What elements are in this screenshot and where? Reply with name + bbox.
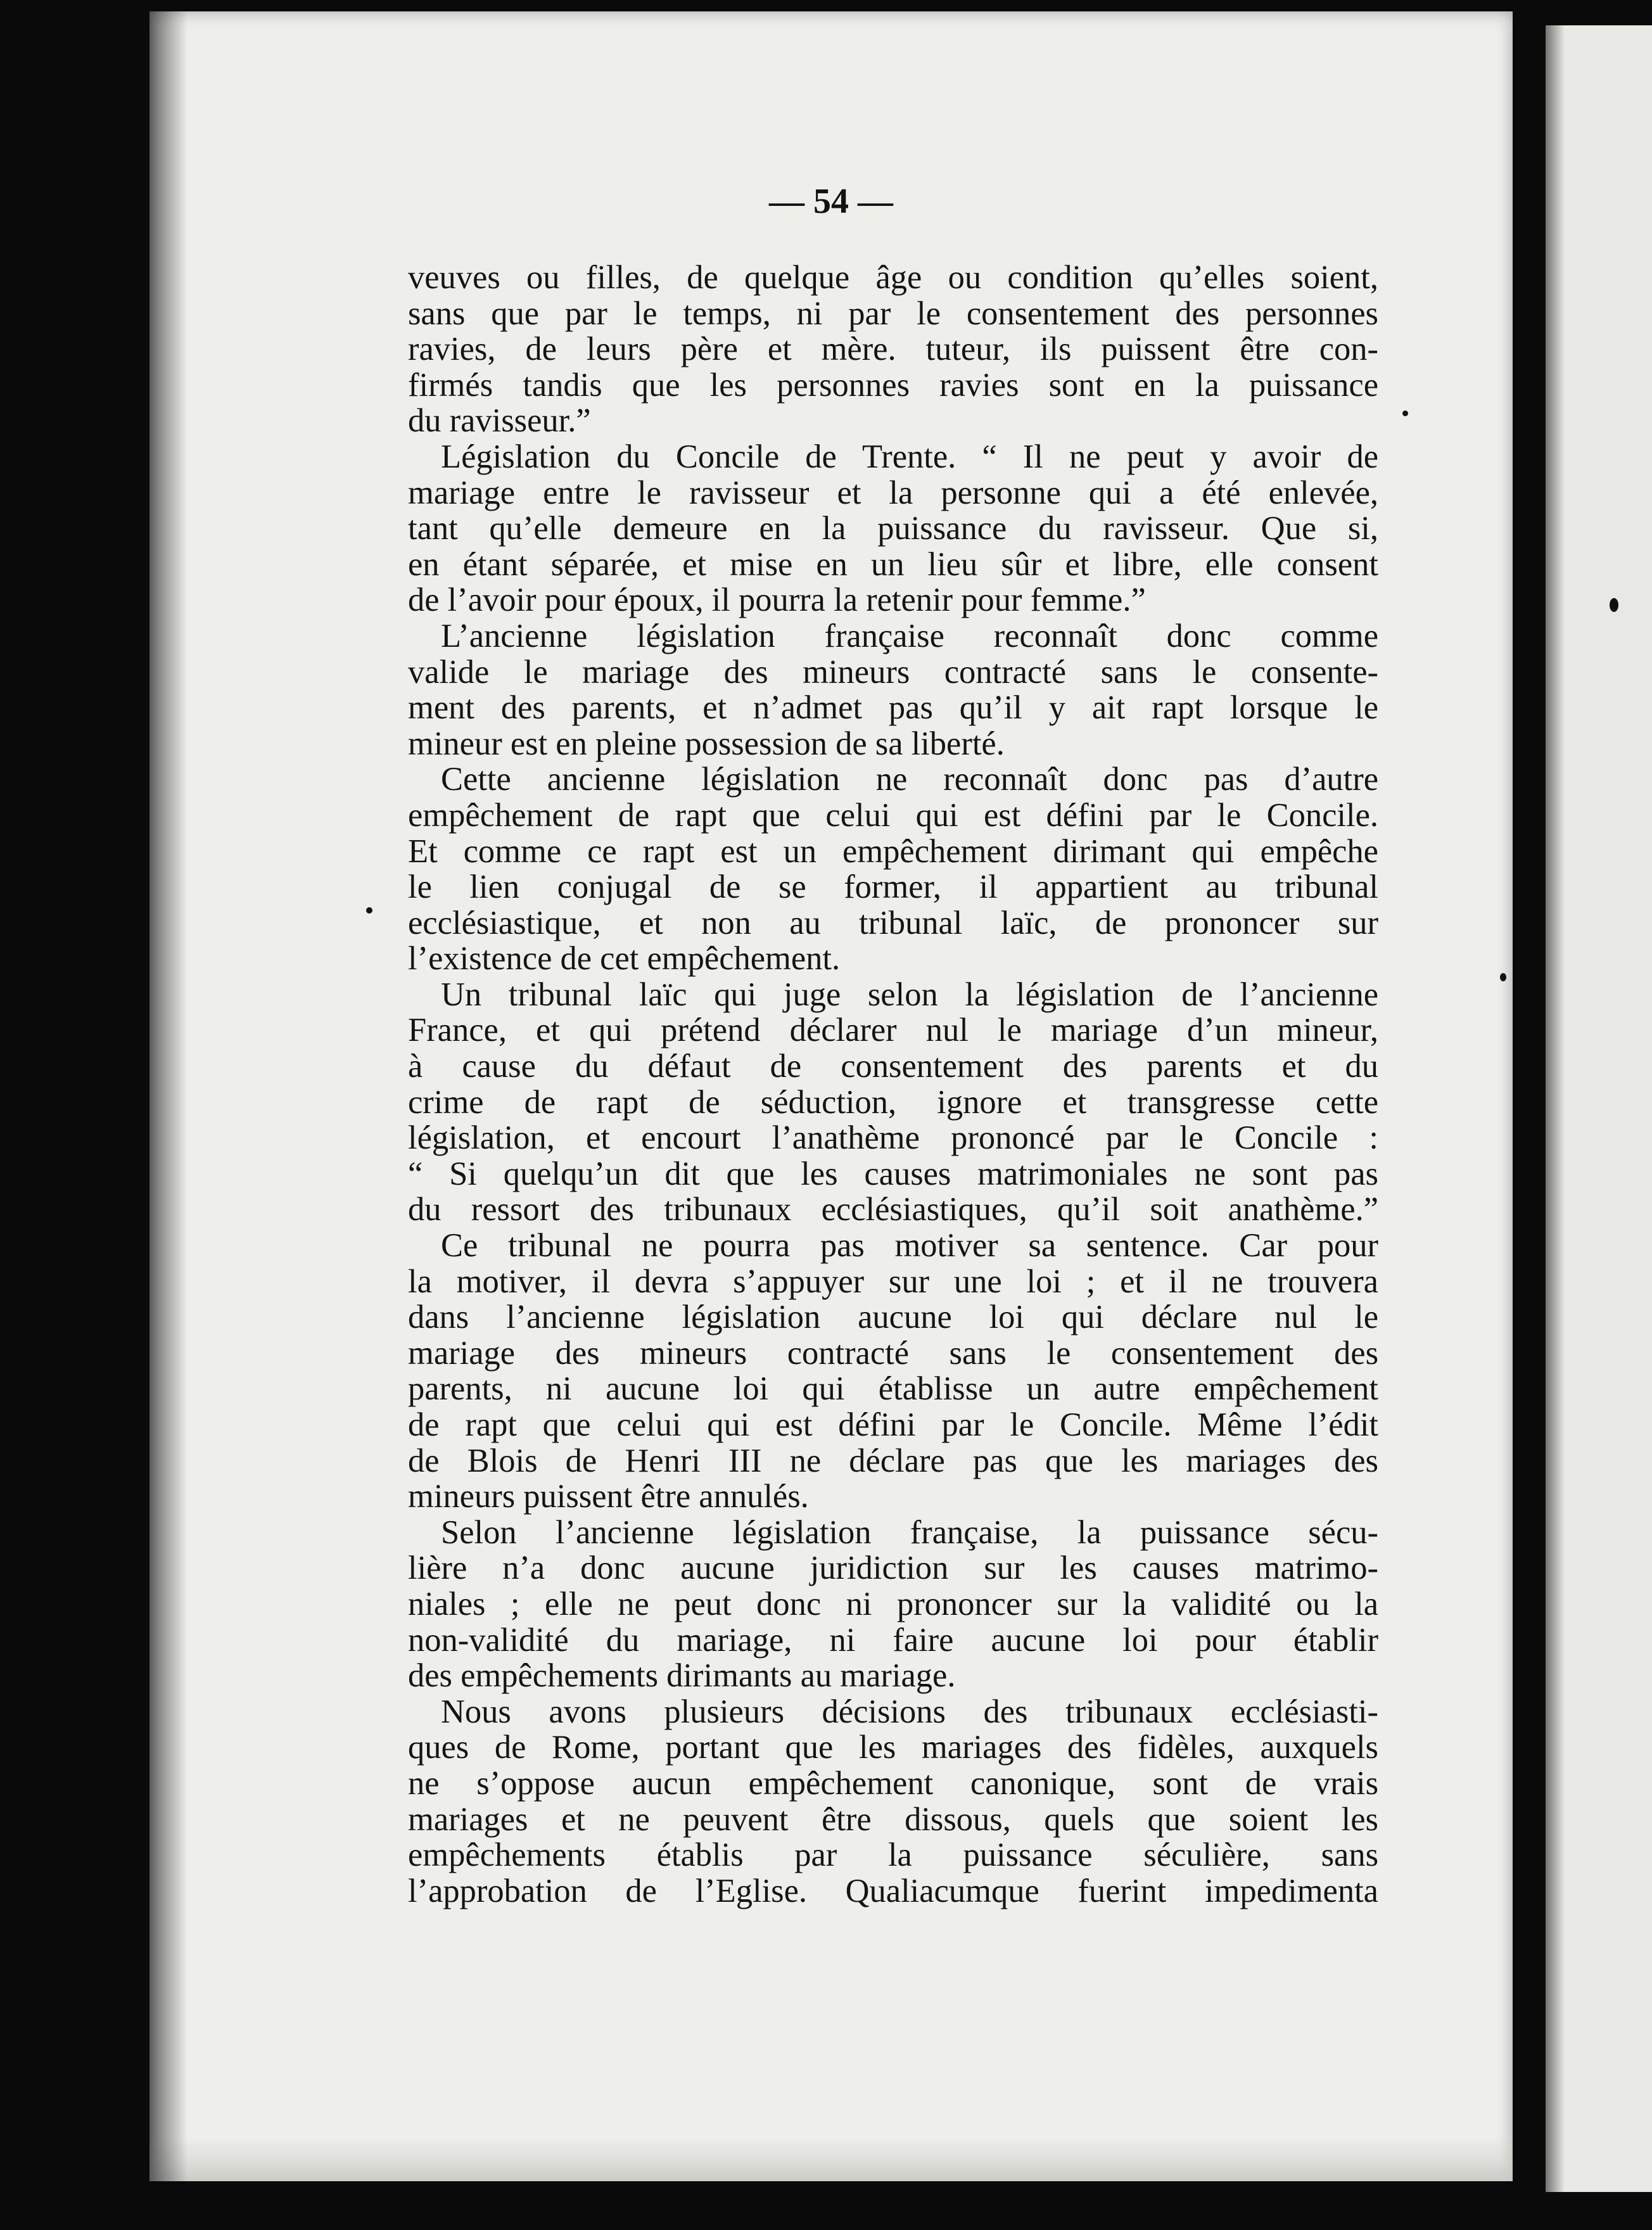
text-line: à cause du défaut de consentement des parents et du [408,1048,1378,1085]
text-line: parents, ni aucune loi qui établisse un autre empêchement [408,1370,1378,1408]
body-text [408,260,1378,1909]
text-line: L’ancienne législation française reconnaît donc comme [441,617,1378,654]
text-line: tant qu’elle demeure en la puissance du ravisseur. Que si, [408,510,1378,547]
ink-speck [1402,411,1408,416]
text-line: sans que par le temps, ni par le consentement des personnes [408,295,1378,332]
page-number: — 54 — [769,182,893,221]
text-line: mineur est en pleine possession de sa liberté. [408,725,1005,762]
text-line: Selon l’ancienne législation française, la puissance sécu- [441,1513,1378,1551]
text-line: niales ; elle ne peut donc ni prononcer sur la validité ou la [408,1585,1378,1622]
text-line: empêchement de rapt que celui qui est défini par le Concile. [408,796,1378,834]
text-line: veuves ou filles, de quelque âge ou condition qu’elles soient, [408,259,1378,296]
text-line: ques de Rome, portant que les mariages des fidèles, auxquels [408,1729,1378,1766]
text-line: législation, et encourt l’anathème prononcé par le Concile : [408,1119,1378,1157]
text-line: Et comme ce rapt est un empêchement dirimant qui empêche [408,832,1378,870]
text-line: Cette ancienne législation ne reconnaît donc pas d’autre [441,761,1378,798]
adjacent-page-shadow [1546,25,1565,2192]
text-line: ment des parents, et n’admet pas qu’il y ait rapt lorsque le [408,689,1378,727]
text-line: mariage des mineurs contracté sans le consentement des [408,1334,1378,1372]
text-line: de rapt que celui qui est défini par le Concile. Même l’édit [408,1406,1378,1443]
text-line: le lien conjugal de se former, il appartient au tribunal [408,869,1378,906]
ink-speck [1500,973,1506,981]
text-line: du ressort des tribunaux ecclésiastiques, qu’il soit anathème.” [408,1191,1378,1228]
text-line: Un tribunal laïc qui juge selon la législation de l’ancienne [441,976,1378,1013]
text-line: de l’avoir pour époux, il pourra la retenir pour femme.” [408,582,1146,619]
text-line: la motiver, il devra s’appuyer sur une loi ; et il ne trouvera [408,1263,1378,1300]
text-line: valide le mariage des mineurs contracté sans le consente- [408,653,1378,691]
text-line: en étant séparée, et mise en un lieu sûr et libre, elle consent [408,545,1378,583]
text-line: lière n’a donc aucune juridiction sur les causes matrimo- [408,1550,1378,1587]
gutter-shadow [149,11,187,2181]
text-line: ravies, de leurs père et mère. tuteur, ils puissent être con- [408,331,1378,368]
text-line: dans l’ancienne législation aucune loi qui déclare nul le [408,1299,1378,1336]
text-line: empêchements établis par la puissance séculière, sans [408,1837,1378,1874]
text-line: ne s’oppose aucun empêchement canonique, sont de vrais [408,1764,1378,1802]
text-line: mineurs puissent être annulés. [408,1478,809,1515]
text-line: France, et qui prétend déclarer nul le mariage d’un mineur, [408,1012,1378,1049]
text-line: non-validité du mariage, ni faire aucune loi pour établir [408,1621,1378,1659]
text-line: firmés tandis que les personnes ravies sont en la puissance [408,366,1378,404]
text-line: crime de rapt de séduction, ignore et transgresse cette [408,1083,1378,1121]
text-line: l’approbation de l’Eglise. Qualiacumque fuerint impedimenta [408,1872,1378,1909]
text-line: du ravisseur.” [408,402,591,440]
text-line: l’existence de cet empêchement. [408,940,841,978]
text-line: Nous avons plusieurs décisions des tribunaux ecclésiasti- [441,1693,1378,1730]
text-line: “ Si quelqu’un dit que les causes matrimoniales ne sont pas [408,1155,1378,1192]
text-line: Ce tribunal ne pourra pas motiver sa sentence. Car pour [441,1227,1378,1265]
text-line: mariages et ne peuvent être dissous, quels que soient les [408,1800,1378,1838]
text-line: Législation du Concile de Trente. “ Il ne peut y avoir de [441,438,1378,475]
text-line: de Blois de Henri III ne déclare pas que les mariages des [408,1442,1378,1479]
text-line: mariage entre le ravisseur et la personne qui a été enlevée, [408,474,1378,511]
ink-speck [1610,598,1618,612]
ink-speck [366,907,372,914]
text-line: des empêchements dirimants au mariage. [408,1657,956,1695]
text-line: ecclésiastique, et non au tribunal laïc, de prononcer sur [408,904,1378,941]
